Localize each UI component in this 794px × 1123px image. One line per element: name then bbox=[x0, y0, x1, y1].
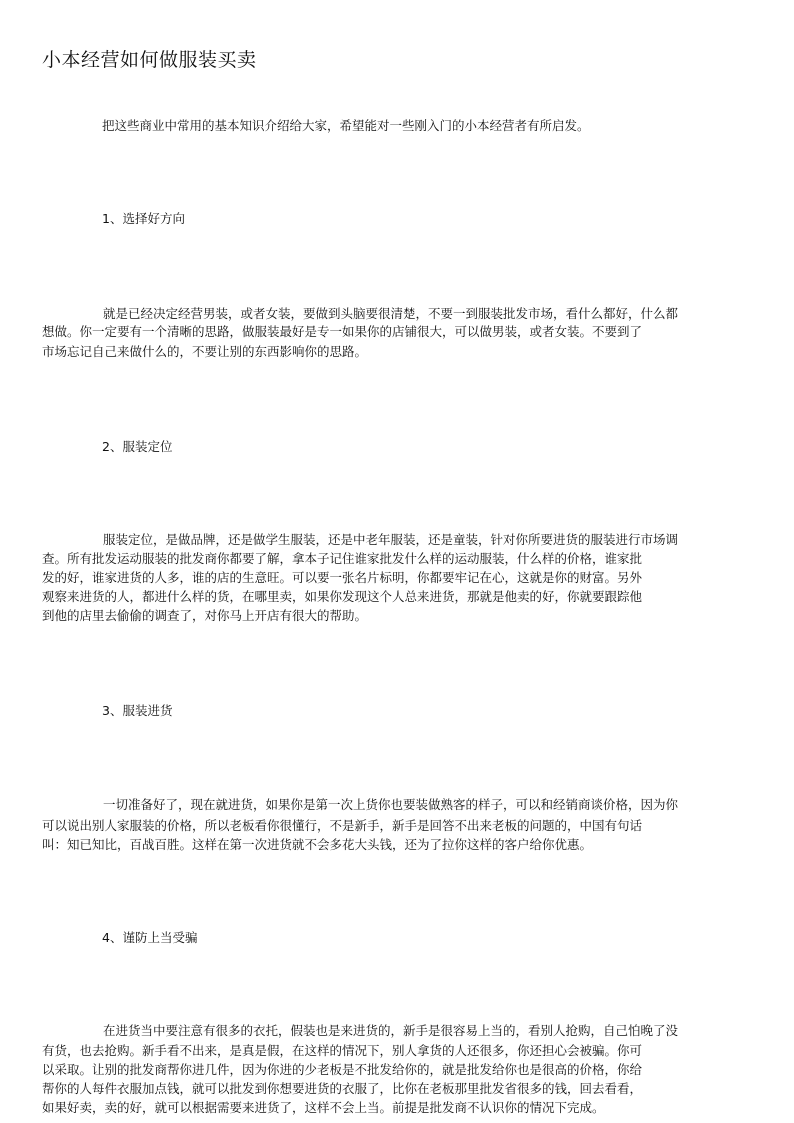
paragraph-line: 如果好卖，卖的好，就可以根据需要来进货了，这样不会上当。前提是批发商不认识你的情况下完成。 bbox=[42, 1100, 605, 1115]
document-title: 小本经营如何做服装买卖 bbox=[42, 49, 257, 71]
intro-paragraph: 把这些商业中常用的基本知识介绍给大家，希望能对一些刚入门的小本经营者有所启发。 bbox=[102, 118, 590, 133]
paragraph-line: 帮你的人每件衣服加点钱，就可以批发到你想要进货的衣服了，比你在老板那里批发省很多的钱，回去看看， bbox=[42, 1081, 643, 1096]
section-heading: 3、服装进货 bbox=[102, 703, 173, 718]
paragraph-line: 发的好，谁家进货的人多，谁的店的生意旺。可以要一张名片标明，你都要牢记在心，这就是你的财富。另外 bbox=[42, 570, 643, 585]
paragraph-line: 可以说出别人家服装的价格，所以老板看你很懂行，不是新手，新手是回答不出来老板的问题的，中国有句话 bbox=[42, 818, 643, 833]
paragraph-line: 在进货当中要注意有很多的衣托，假装也是来进货的，新手是很容易上当的，看别人抢购，自己怕晚了没 bbox=[103, 1023, 679, 1038]
paragraph-line: 有货，也去抢购。新手看不出来，是真是假，在这样的情况下，别人拿货的人还很多，你还担心会被骗。你可 bbox=[42, 1043, 643, 1058]
paragraph-line: 查。所有批发运动服装的批发商你都要了解，拿本子记住谁家批发什么样的运动服装，什么样的价格，谁家批 bbox=[42, 551, 643, 566]
paragraph-line: 观察来进货的人，都进什么样的货，在哪里卖，如果你发现这个人总来进货，那就是他卖的好，你就要跟踪他 bbox=[42, 589, 643, 604]
paragraph-line: 市场忘记自己来做什么的，不要让别的东西影响你的思路。 bbox=[42, 344, 368, 359]
paragraph-line: 想做。你一定要有一个清晰的思路，做服装最好是专一如果你的店铺很大，可以做男装，或者女装。不要到了 bbox=[42, 324, 643, 339]
paragraph-line: 以采取。让别的批发商帮你进几件，因为你进的少老板是不批发给你的，就是批发给你也是很高的价格，你给 bbox=[42, 1062, 643, 1077]
paragraph-line: 叫：知已知比，百战百胜。这样在第一次进货就不会多花大头钱，还为了拉你这样的客户给你优惠。 bbox=[42, 837, 593, 852]
paragraph-line: 一切准备好了，现在就进货，如果你是第一次上货你也要装做熟客的样子，可以和经销商谈价格，因为你 bbox=[103, 797, 679, 812]
section-heading: 2、服装定位 bbox=[102, 439, 173, 454]
paragraph-line: 就是已经决定经营男装，或者女装，要做到头脑要很清楚，不要一到服装批发市场，看什么都好，什么都 bbox=[103, 306, 679, 321]
paragraph-line: 服装定位，是做品牌，还是做学生服装，还是中老年服装，还是童装，针对你所要进货的服装进行市场调 bbox=[103, 532, 679, 547]
section-heading: 4、谨防上当受骗 bbox=[102, 930, 198, 945]
section-heading: 1、选择好方向 bbox=[102, 211, 185, 226]
paragraph-line: 到他的店里去偷偷的调查了，对你马上开店有很大的帮助。 bbox=[42, 608, 368, 623]
